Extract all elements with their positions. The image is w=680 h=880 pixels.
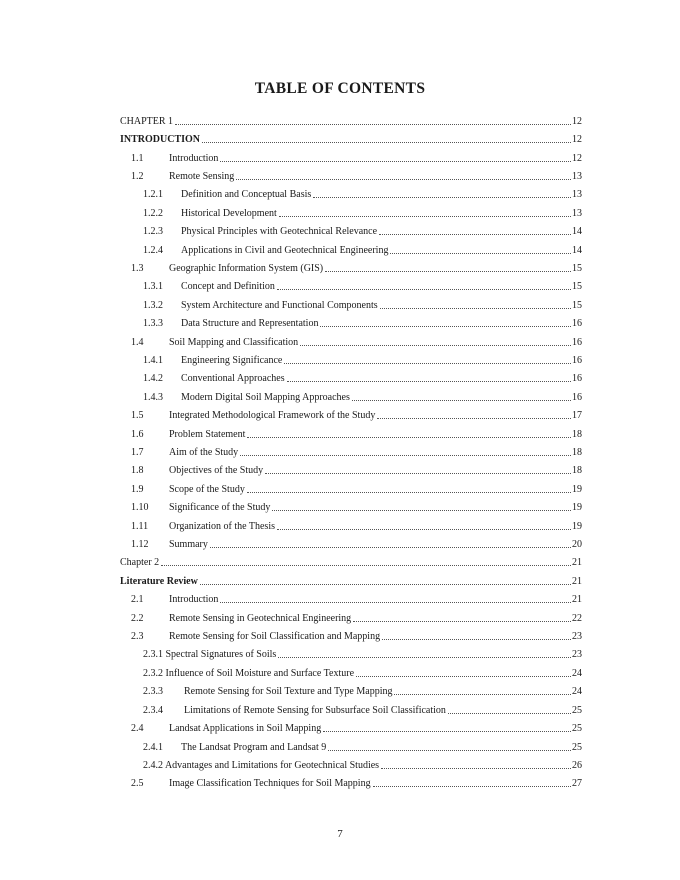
toc-entry-number: 2.3 xyxy=(131,631,144,643)
dot-leader xyxy=(356,676,571,677)
toc-entry-page: 12 xyxy=(572,115,582,127)
toc-entry-label: Engineering Significance xyxy=(181,354,283,366)
toc-entry xyxy=(120,609,582,627)
toc-entry-label: Scope of the Study xyxy=(169,483,245,495)
dot-leader xyxy=(320,326,571,327)
toc-entry xyxy=(120,186,582,204)
toc-entry-label: Aim of the Study xyxy=(169,447,239,459)
page-number: 7 xyxy=(337,828,343,840)
toc-entry-label: 2.4.2 Advantages and Limitations for Geotechnical Studies xyxy=(143,759,380,771)
toc-entry-page: 22 xyxy=(572,612,582,624)
toc-entry-number: 2.4.1 xyxy=(143,741,163,753)
dot-leader xyxy=(380,308,571,309)
dot-leader xyxy=(448,713,571,714)
toc-entry-label: Physical Principles with Geotechnical Relevance xyxy=(181,226,378,238)
toc-entry-number: 2.3.4 xyxy=(143,704,163,716)
toc-entry xyxy=(120,775,582,793)
dot-leader xyxy=(161,565,571,566)
toc-entry-number: 1.7 xyxy=(131,447,144,459)
toc-entry-number: 1.8 xyxy=(131,465,144,477)
toc-entry-label: The Landsat Program and Landsat 9 xyxy=(181,741,327,753)
toc-entry-page: 16 xyxy=(572,373,582,385)
toc-entry xyxy=(120,149,582,167)
dot-leader xyxy=(278,657,571,658)
toc-entry xyxy=(120,480,582,498)
toc-entry-page: 20 xyxy=(572,539,582,551)
toc-entry-label: Applications in Civil and Geotechnical Engineering xyxy=(181,244,389,256)
toc-entry-page: 15 xyxy=(572,299,582,311)
toc-entry xyxy=(120,683,582,701)
toc-entry xyxy=(120,351,582,369)
toc-entry-label: Historical Development xyxy=(181,207,277,219)
toc-entry-number: 2.1 xyxy=(131,594,144,606)
toc-entry-label: Remote Sensing for Soil Texture and Type Mapping xyxy=(184,686,393,698)
toc-entry-label: CHAPTER 1 xyxy=(120,115,174,127)
toc-entry-label: Organization of the Thesis xyxy=(169,520,275,532)
toc-entry xyxy=(120,443,582,461)
dot-leader xyxy=(265,473,571,474)
toc-entry-page: 18 xyxy=(572,428,582,440)
toc-entry-label: Introduction xyxy=(169,594,219,606)
toc-entry xyxy=(120,499,582,517)
toc-entry-page: 14 xyxy=(572,244,582,256)
toc-entry xyxy=(120,591,582,609)
toc-entry-number: 2.3.3 xyxy=(143,686,163,698)
toc-entry-label: Remote Sensing xyxy=(169,170,235,182)
toc-entry xyxy=(120,112,582,130)
dot-leader xyxy=(394,694,571,695)
dot-leader xyxy=(353,621,571,622)
toc-entry-page: 21 xyxy=(572,575,582,587)
toc-entry-number: 1.6 xyxy=(131,428,144,440)
dot-leader xyxy=(379,234,571,235)
toc-entry-page: 18 xyxy=(572,465,582,477)
toc-entry xyxy=(120,738,582,756)
toc-entry-page: 12 xyxy=(572,134,582,146)
toc-entry-number: 1.11 xyxy=(131,520,149,532)
toc-entry-label: Landsat Applications in Soil Mapping xyxy=(169,723,322,735)
toc-entry xyxy=(120,388,582,406)
toc-entry-label: Significance of the Study xyxy=(169,502,271,514)
toc-entry-page: 16 xyxy=(572,336,582,348)
toc-entry-label: Literature Review xyxy=(120,575,198,587)
toc-entry-number: 2.2 xyxy=(131,612,144,624)
toc-entry-page: 15 xyxy=(572,281,582,293)
dot-leader xyxy=(300,345,571,346)
toc-entry-page: 25 xyxy=(572,741,582,753)
dot-leader xyxy=(200,584,571,585)
dot-leader xyxy=(247,437,571,438)
page-title: TABLE OF CONTENTS xyxy=(254,80,426,97)
toc-entry xyxy=(120,719,582,737)
toc-entry-page: 23 xyxy=(572,631,582,643)
toc-entry-number: 1.2.2 xyxy=(143,207,163,219)
toc-entry-page: 12 xyxy=(572,152,582,164)
toc-entry xyxy=(120,204,582,222)
toc-entry xyxy=(120,554,582,572)
toc-entry-label: 2.3.1 Spectral Signatures of Soils xyxy=(143,649,277,661)
dot-leader xyxy=(287,381,571,382)
toc-entry xyxy=(120,370,582,388)
toc-entry xyxy=(120,130,582,148)
dot-leader xyxy=(284,363,571,364)
toc-entry-label: Remote Sensing in Geotechnical Engineering xyxy=(169,612,352,624)
toc-entry-label: System Architecture and Functional Components xyxy=(181,299,378,311)
toc-entry xyxy=(120,517,582,535)
toc-entry-number: 1.12 xyxy=(131,539,149,551)
dot-leader xyxy=(277,289,571,290)
toc-entry-number: 1.3.1 xyxy=(143,281,163,293)
toc-entry-label: Objectives of the Study xyxy=(169,465,264,477)
dot-leader xyxy=(325,271,571,272)
dot-leader xyxy=(373,786,571,787)
toc-entry-label: Geographic Information System (GIS) xyxy=(169,262,324,274)
toc-entry xyxy=(120,646,582,664)
toc-entry-number: 1.2.1 xyxy=(143,189,163,201)
toc-entry xyxy=(120,664,582,682)
toc-entry-page: 15 xyxy=(572,262,582,274)
toc-entry-number: 1.2 xyxy=(131,170,144,182)
toc-entry-label: 2.3.2 Influence of Soil Moisture and Surface Texture xyxy=(143,667,355,679)
toc-entry-page: 24 xyxy=(572,686,582,698)
toc-entry xyxy=(120,535,582,553)
toc-entry-number: 1.4.1 xyxy=(143,354,163,366)
toc-entry-number: 1.3.2 xyxy=(143,299,163,311)
toc-entry-number: 1.3 xyxy=(131,262,144,274)
toc-entry-page: 16 xyxy=(572,354,582,366)
dot-leader xyxy=(236,179,571,180)
toc-entry-label: Introduction xyxy=(169,152,219,164)
toc-entry-number: 2.5 xyxy=(131,778,144,790)
toc-entry-label: Soil Mapping and Classification xyxy=(169,336,299,348)
dot-leader xyxy=(313,197,571,198)
dot-leader xyxy=(390,253,571,254)
toc-entry xyxy=(120,627,582,645)
toc-entry xyxy=(120,462,582,480)
dot-leader xyxy=(202,142,571,143)
toc-entry xyxy=(120,296,582,314)
toc-entry xyxy=(120,425,582,443)
toc-entry-number: 1.4 xyxy=(131,336,144,348)
dot-leader xyxy=(279,216,571,217)
toc-entry-label: Modern Digital Soil Mapping Approaches xyxy=(181,391,350,403)
toc-entry-page: 13 xyxy=(572,189,582,201)
toc-entry-label: Concept and Definition xyxy=(181,281,275,293)
dot-leader xyxy=(272,510,571,511)
toc-entry-number: 1.1 xyxy=(131,152,144,164)
toc-entry-number: 1.4.2 xyxy=(143,373,163,385)
toc-entry xyxy=(120,333,582,351)
toc-entry-page: 14 xyxy=(572,226,582,238)
toc-entry-page: 24 xyxy=(572,667,582,679)
toc-entry-label: Conventional Approaches xyxy=(181,373,285,385)
toc-entry-number: 1.9 xyxy=(131,483,144,495)
toc-entry-page: 16 xyxy=(572,318,582,330)
toc-entry-page: 23 xyxy=(572,649,582,661)
toc-entry-page: 27 xyxy=(572,778,582,790)
toc-entry-label: INTRODUCTION xyxy=(120,134,201,146)
toc-entry xyxy=(120,701,582,719)
dot-leader xyxy=(381,768,571,769)
toc-entry-number: 1.2.3 xyxy=(143,226,163,238)
toc-entry-number: 2.4 xyxy=(131,723,144,735)
toc-entry-label: Data Structure and Representation xyxy=(181,318,319,330)
toc-entry-page: 19 xyxy=(572,483,582,495)
toc-entry-number: 1.10 xyxy=(131,502,149,514)
toc-entry xyxy=(120,314,582,332)
toc-entry-label: Definition and Conceptual Basis xyxy=(181,189,312,201)
toc-entry xyxy=(120,572,582,590)
toc-entry xyxy=(120,278,582,296)
toc-entry xyxy=(120,241,582,259)
dot-leader xyxy=(220,161,571,162)
toc-entry xyxy=(120,259,582,277)
dot-leader xyxy=(377,418,571,419)
toc-entry-number: 1.3.3 xyxy=(143,318,163,330)
dot-leader xyxy=(175,124,571,125)
toc-entry-label: Image Classification Techniques for Soil Mapping xyxy=(169,778,371,790)
dot-leader xyxy=(328,750,571,751)
toc-entry-label: Limitations of Remote Sensing for Subsurface Soil Classification xyxy=(184,704,446,716)
dot-leader xyxy=(323,731,571,732)
toc-entry xyxy=(120,407,582,425)
dot-leader xyxy=(382,639,571,640)
toc-entry-page: 21 xyxy=(572,557,582,569)
toc-entry-page: 25 xyxy=(572,723,582,735)
toc-entry-label: Problem Statement xyxy=(169,428,246,440)
dot-leader xyxy=(247,492,571,493)
dot-leader xyxy=(210,547,571,548)
toc-entry xyxy=(120,167,582,185)
toc-entry-page: 25 xyxy=(572,704,582,716)
toc-entry-number: 1.2.4 xyxy=(143,244,163,256)
dot-leader xyxy=(352,400,571,401)
toc-entry-page: 18 xyxy=(572,447,582,459)
toc-entry-page: 17 xyxy=(572,410,582,422)
toc-entry-page: 13 xyxy=(572,207,582,219)
toc-entry-label: Chapter 2 xyxy=(120,557,160,569)
toc-entry-label: Summary xyxy=(169,539,208,551)
dot-leader xyxy=(277,529,571,530)
toc-entry-label: Remote Sensing for Soil Classification and Mapping xyxy=(169,631,381,643)
toc-entry-number: 1.5 xyxy=(131,410,144,422)
toc-entry-page: 21 xyxy=(572,594,582,606)
toc-entry xyxy=(120,756,582,774)
toc-entry-page: 13 xyxy=(572,170,582,182)
toc-entry-label: Integrated Methodological Framework of the Study xyxy=(169,410,376,422)
toc-entry xyxy=(120,222,582,240)
dot-leader xyxy=(240,455,571,456)
toc-entry-page: 16 xyxy=(572,391,582,403)
toc-entry-page: 19 xyxy=(572,520,582,532)
dot-leader xyxy=(220,602,571,603)
toc-entry-number: 1.4.3 xyxy=(143,391,163,403)
toc-entry-page: 19 xyxy=(572,502,582,514)
toc-entry-page: 26 xyxy=(572,759,582,771)
table-of-contents xyxy=(120,112,582,793)
